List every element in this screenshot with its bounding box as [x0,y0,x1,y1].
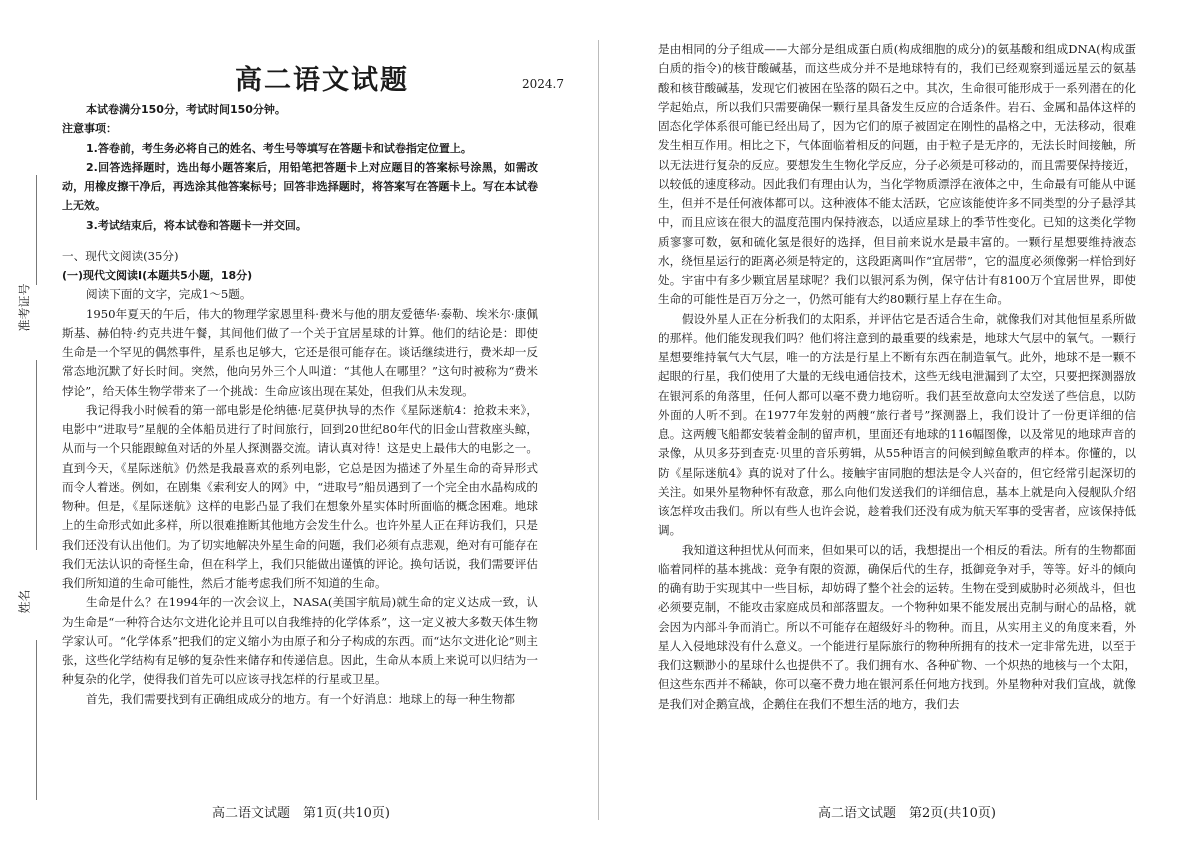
margin-line [36,175,37,285]
passage-paragraph: 我记得我小时候看的第一部电影是伦纳德·尼莫伊执导的杰作《星际迷航4：抢救未来》，电影中“进取号”星舰的全体船员进行了时间旅行，回到20世纪80年代的旧金山营救座头鲸，从而与一个只能跟鲸鱼对话的外星人探测器交流。请认真对待！这是史上最伟大的电影之一。直到今天，《星际迷航》仍然是我最喜欢的系列电影，它总是因为描述了外星生命的奇异形式而令人着迷。例如，在剧集《索利安人的网》中，“进取号”船员遇到了一个完全由水晶构成的物种。但是，《星际迷航》这样的电影凸显了我们在想象外星实体时所面临的概念困难。地球上的生命形式如此多样，所以很难推断其他地方会发生什么。也许外星人正在拜访我们，只是我们还没有认出他们。为了切实地解决外星生命的问题，我们必须有点悲观，绝对有可能存在我们无法认识的奇怪生命，但在科学上，我们只能做出谨慎的评论。换句话说，我们需要评估我们所知道的生命可能性，然后才能考虑我们所不知道的生命。 [62,402,538,590]
exam-id-label: 准考证号 [17,283,32,332]
binding-margin [8,0,38,850]
section-title: 一、现代文阅读(35分) [62,248,179,263]
margin-line [36,360,37,550]
page-footer: 高二语文试题 第1页(共10页) [212,806,390,821]
notice-item-3: 3.考试结束后，将本试卷和答题卡一并交回。 [86,218,307,232]
exam-title: 高二语文试题 [235,65,409,96]
page2-body [658,40,1136,714]
passage-paragraph: 是由相同的分子组成——大部分是组成蛋白质(构成细胞的成分)的氨基酸和组成DNA(构成蛋白质的指令)的核苷酸碱基，而这些成分并不是地球特有的，我们已经观察到遥远星云的氨基酸和核苷酸碱基，发现它们被困在坠落的陨石之中。其次，生命很可能形成于一系列潜在的化学起始点，所以我们只需要确保一颗行星具备发生反应的合适条件。岩石、金属和晶体这样的固态化学体系很可能已经出局了，因为它们的原子被固定在刚性的晶格之中，无法移动，很难发生相互作用。相比之下，气体面临着相反的问题，由于粒子是无序的，无法长时间接触，所以无法进行复杂的反应。要想发生生物化学反应，分子必须是可移动的，而且需要保持接近，以较低的速度移动。因此我们有理由认为，当化学物质漂浮在液体之中，生命最有可能从中诞生，但并不是任何液体都可以。这种液体不能太活跃，它应该能使许多不同类型的分子悬浮其中，而且应该在很大的温度范围内保持液态，以适应星球上的季节性变化。已知的这类化学物质寥寥可数，氨和硫化氢是很好的选择，但目前来说水是最丰富的。一颗行星想要维持液态水，绕恒星运行的距离必须是特定的，这段距离叫作“宜居带”，它的温度必须像粥一样恰到好处。宇宙中有多少颗宜居星球呢？我们以银河系为例，保守估计有8100万个宜居世界，即使生命的可能性是百万分之一，仍然可能有大约80颗行星上存在生命。 [658,42,1136,307]
page-footer: 高二语文试题 第2页(共10页) [818,806,996,821]
passage-paragraph: 1950年夏天的午后，伟大的物理学家恩里科·费米与他的朋友爱德华·泰勒、埃米尔·康佩斯基、赫伯特·约克共进午餐，其间他们做了一个关于宜居星球的计算。他们的结论是：即使生命是一个罕见的偶然事件，星系也足够大，它还是很可能存在。谈话继续进行，费米却一反常态地沉默了好长时间。突然，他向另外三个人叫道：“其他人在哪里？”这句时被称为“费米悖论”，给天体生物学带来了一个挑战：生命应该出现在某处，但我们从未发现。 [62,306,538,398]
passage-paragraph: 生命是什么？在1994年的一次会议上，NASA(美国宇航局)就生命的定义达成一致，认为生命是“一种符合达尔文进化论并且可以自我维持的化学体系”，这一定义被大多数天体生物学家认可。“化学体系”把我们的定义缩小为由原子和分子构成的东西。而“达尔文进化论”则主张，这些化学结构有足够的复杂性来储存和传递信息。因此，生命从本质上来说可以归结为一种复杂的化学，使得我们首先可以应该寻找怎样的行星或卫星。 [62,595,538,687]
subsection-title: (一)现代文阅读Ⅰ(本题共5小题，18分) [62,269,253,282]
name-label: 姓名 [17,589,32,614]
exam-info: 本试卷满分150分，考试时间150分钟。 [86,103,286,116]
page1-body [62,100,538,709]
margin-line [36,640,37,800]
exam-date: 2024.7 [522,77,564,91]
page-divider [598,40,599,820]
notice-item-2: 2.回答选择题时，选出每小题答案后，用铅笔把答题卡上对应题目的答案标号涂黑，如需改动，用橡皮擦干净后，再选涂其他答案标号；回答非选择题时，将答案写在答题卡上。写在本试卷上无效。 [62,160,538,213]
reading-prompt: 阅读下面的文字，完成1～5题。 [86,287,252,302]
passage-paragraph: 首先，我们需要找到有正确组成成分的地方。有一个好消息：地球上的每一种生物都 [86,691,515,706]
passage-paragraph: 我知道这种担忧从何而来，但如果可以的话，我想提出一个相反的看法。所有的生物都面临着同样的基本挑战：竞争有限的资源，确保后代的生存，抵御竞争对手，等等。好斗的倾向的确有助于实现其中一些目标，却妨碍了整个社会的运转。生物在受到威胁时必须战斗，但也必须要克制，不能攻击家庭成员和部落盟友。一个物种如果不能发展出克制与耐心的品格，就会因为内部斗争而消亡。所以不可能存在超级好斗的物种。而且，从实用主义的角度来看，外星人入侵地球没有什么意义。一个能进行星际旅行的物种所拥有的技术一定非常先进，以至于我们这颗渺小的星球什么也提供不了。我们拥有水、各种矿物、一个炽热的地核与一个太阳，但这些东西并不稀缺，你可以毫不费力地在银河系任何地方找到。外星物种对我们宣战，就像是我们对企鹅宣战，企鹅住在我们不想生活的地方，我们去 [658,542,1136,711]
passage-paragraph: 假设外星人正在分析我们的太阳系，并评估它是否适合生命，就像我们对其他恒星系所做的那样。他们能发现我们吗？他们将注意到的最重要的线索是，地球大气层中的氧气。一颗行星想要维持氧气大气层，唯一的方法是行星上不断有东西在制造氧气。此外，地球不是一颗不起眼的行星，我们使用了大量的无线电通信技术，这些无线电泄漏到了太空，只要把探测器放在银河系的角落里，任何人都可以毫不费力地窃听。我们甚至故意向太空发送了些信息，以防外面的人听不到。在1977年发射的两艘“旅行者号”探测器上，我们设计了一份更详细的信息。这两艘飞船都安装着金制的留声机，里面还有地球的116幅图像，以及常见的地球声音的录像，从贝多芬到查克·贝里的音乐剪辑，从55种语言的问候到鲸鱼歌声的样本。你懂的，以防《星际迷航4》真的说对了什么。接触宇宙同胞的想法是令人兴奋的，但它经常引起深切的关注。如果外星物种怀有敌意，那么向他们发送我们的详细信息，基本上就是向入侵舰队介绍该怎样攻击我们。所以有些人也许会说，趁着我们还没有成为航天军事的受害者，应该保持低调。 [658,311,1136,538]
notice-heading: 注意事项： [62,122,117,136]
notice-item-1: 1.答卷前，考生务必将自己的姓名、考生号等填写在答题卡和试卷指定位置上。 [86,141,472,155]
